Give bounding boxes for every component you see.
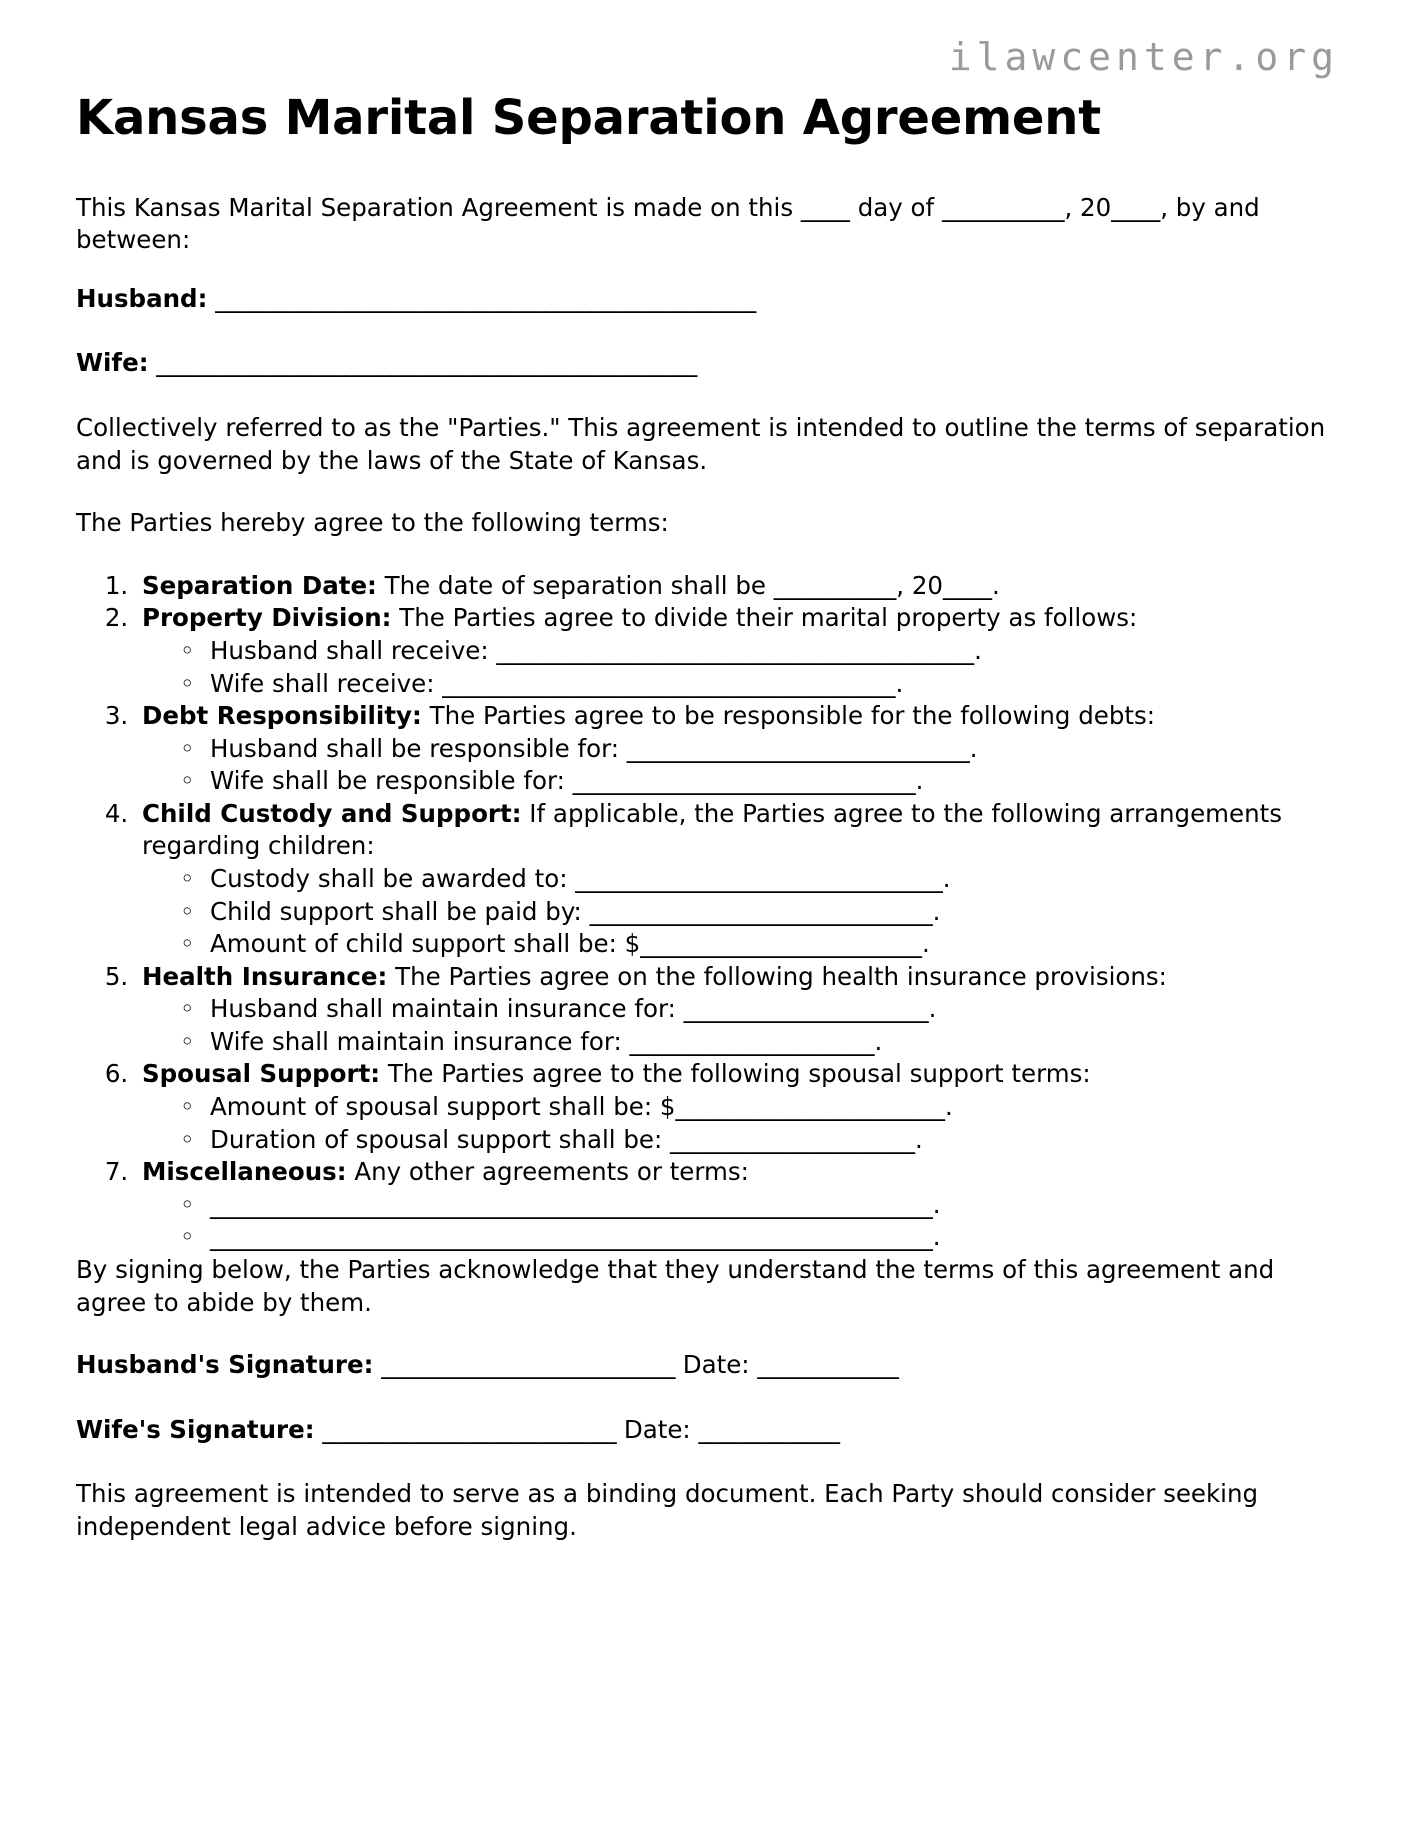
husband-signature-label: Husband's Signature:: [76, 1350, 374, 1380]
list-item[interactable]: ◦ Duration of spousal support shall be: ____________________.: [178, 1124, 1333, 1157]
term-3-label: Debt Responsibility:: [142, 701, 422, 731]
term-4-body: If applicable, the Parties agree to the following arrangements regarding children:: [142, 798, 1283, 861]
wife-label: Wife:: [76, 348, 149, 378]
wife-signature-line: [76, 1414, 1333, 1447]
term-7-body: Any other agreements or terms:: [346, 1157, 749, 1187]
term-item-2: [136, 602, 1333, 700]
list-item[interactable]: ◦ Wife shall receive: _____________________________________.: [178, 668, 1333, 701]
wife-signature-blank[interactable]: _________________________: [322, 1414, 617, 1444]
husband-name-line: [76, 283, 1333, 316]
husband-label: Husband:: [76, 283, 208, 313]
term-1-text: [142, 570, 1333, 603]
wife-name-blank[interactable]: ______________________________________________: [156, 348, 697, 378]
wife-date-label: Date:: [623, 1414, 691, 1444]
term-item-3: [136, 700, 1333, 798]
term-item-6: [136, 1058, 1333, 1156]
agree-intro-paragraph: The Parties hereby agree to the following terms:: [76, 508, 669, 538]
term-2-body: The Parties agree to divide their marital property as follows:: [391, 603, 1138, 633]
term-2-text: [142, 602, 1333, 635]
term-4-text: [142, 798, 1333, 863]
term-6-text: [142, 1058, 1333, 1091]
term-item-5: [136, 961, 1333, 1059]
wife-date-blank[interactable]: ____________: [698, 1414, 840, 1444]
husband-date-blank[interactable]: ____________: [757, 1350, 899, 1380]
list-item[interactable]: ◦ Amount of child support shall be: $_______________________.: [178, 928, 1333, 961]
husband-signature-line: [76, 1349, 1333, 1382]
site-watermark: ilawcenter.org: [948, 35, 1339, 79]
list-item[interactable]: ◦ Wife shall maintain insurance for: ____________________.: [178, 1026, 1333, 1059]
wife-signature-label: Wife's Signature:: [76, 1414, 315, 1444]
collective-paragraph: Collectively referred to as the "Parties." This agreement is intended to outline the terms of separation and is governed by the laws of the State of Kansas.: [76, 413, 1326, 475]
closing-paragraph: This agreement is intended to serve as a binding document. Each Party should consider seeking independent legal advice before signing.: [76, 1479, 1259, 1541]
list-item[interactable]: ◦ Husband shall be responsible for: ____________________________.: [178, 733, 1333, 766]
term-5-label: Health Insurance:: [142, 961, 388, 991]
term-item-1: [136, 570, 1333, 603]
term-3-sublist: [142, 733, 1333, 798]
term-5-text: [142, 961, 1333, 994]
term-5-sublist: [142, 993, 1333, 1058]
list-item[interactable]: ◦ ___________________________________________________________.: [178, 1189, 1333, 1222]
term-7-sublist: [142, 1189, 1333, 1254]
term-1-body: The date of separation shall be __________, 20____.: [376, 570, 1000, 600]
term-5-body: The Parties agree on the following health insurance provisions:: [387, 961, 1167, 991]
intro-paragraph: [76, 192, 1333, 257]
term-4-label: Child Custody and Support:: [142, 798, 522, 828]
terms-list: [76, 570, 1333, 1254]
term-2-sublist: [142, 635, 1333, 700]
intro-line-2: by and between:: [76, 192, 1260, 255]
term-2-label: Property Division:: [142, 603, 392, 633]
term-6-label: Spousal Support:: [142, 1059, 381, 1089]
term-3-body: The Parties agree to be responsible for the following debts:: [421, 701, 1156, 731]
list-item[interactable]: ◦ Custody shall be awarded to: ______________________________.: [178, 863, 1333, 896]
term-3-text: [142, 700, 1333, 733]
term-item-7: [136, 1156, 1333, 1254]
list-item[interactable]: ◦ Husband shall receive: _______________________________________.: [178, 635, 1333, 668]
term-6-sublist: [142, 1091, 1333, 1156]
list-item[interactable]: ◦ ___________________________________________________________.: [178, 1221, 1333, 1254]
list-item[interactable]: ◦ Amount of spousal support shall be: $______________________.: [178, 1091, 1333, 1124]
term-1-label: Separation Date:: [142, 570, 377, 600]
term-4-sublist: [142, 863, 1333, 961]
husband-signature-blank[interactable]: _________________________: [381, 1350, 675, 1380]
list-item[interactable]: ◦ Husband shall maintain insurance for: ____________________.: [178, 993, 1333, 1026]
list-item[interactable]: ◦ Wife shall be responsible for: ____________________________.: [178, 765, 1333, 798]
intro-line-1: This Kansas Marital Separation Agreement is made on this ____ day of __________, 20____,: [76, 192, 1168, 222]
term-7-label: Miscellaneous:: [142, 1157, 347, 1187]
wife-name-line: [76, 347, 1333, 380]
term-item-4: [136, 798, 1333, 961]
term-7-text: [142, 1156, 1333, 1189]
list-item[interactable]: ◦ Child support shall be paid by: ____________________________.: [178, 896, 1333, 929]
acknowledgement-paragraph: By signing below, the Parties acknowledge that they understand the terms of this agreement and agree to abide by them.: [76, 1254, 1275, 1317]
term-6-body: The Parties agree to the following spousal support terms:: [380, 1059, 1091, 1089]
husband-date-label: Date:: [682, 1350, 750, 1380]
page-title: Kansas Marital Separation Agreement: [76, 90, 1101, 146]
husband-name-blank[interactable]: ______________________________________________: [215, 283, 756, 313]
